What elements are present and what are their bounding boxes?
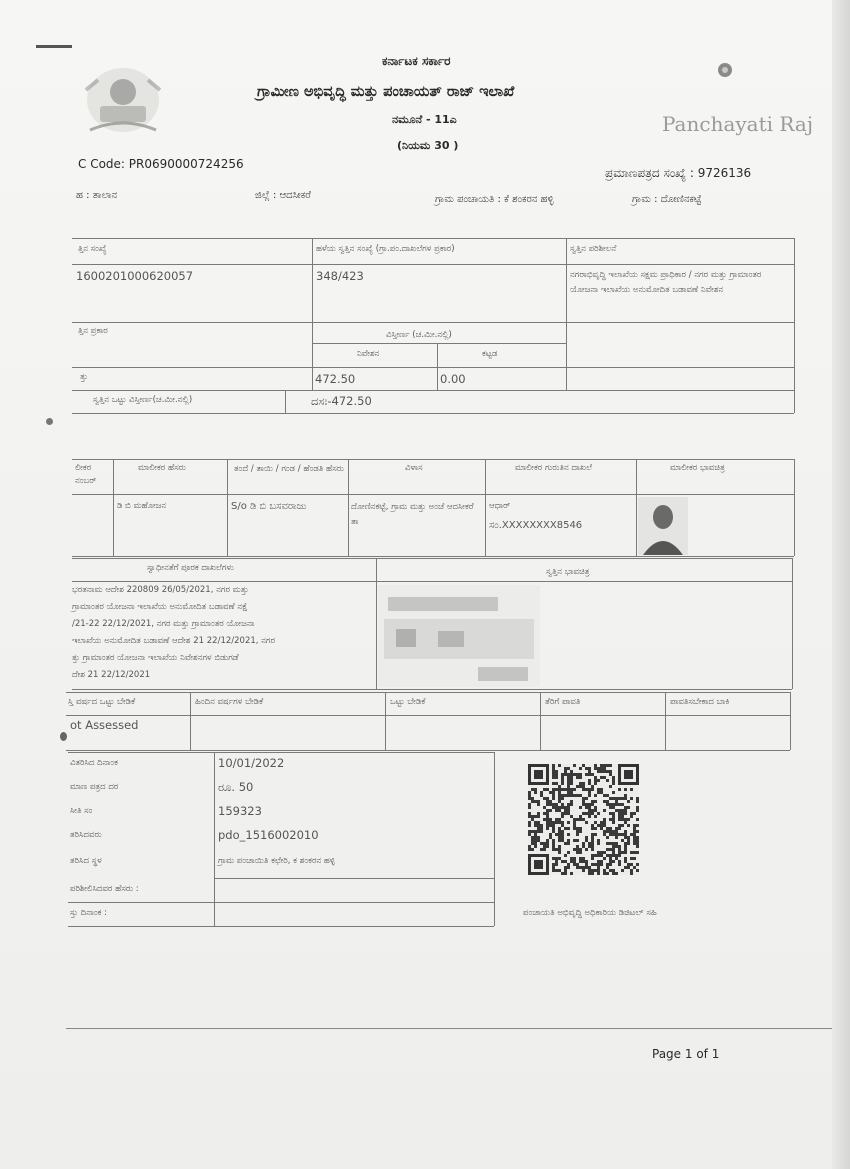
tax-header-previous: ಹಿಂದಿನ ವರ್ಷಗಳ ಬೇಡಿಕೆ <box>195 697 264 707</box>
property-type-header: ತ್ತಿನ ಪ್ರಕಾರ <box>78 326 108 336</box>
sign-date-label: ಸ್ತು ದಿನಾಂಕ : <box>70 908 108 918</box>
footer-divider <box>66 1028 832 1029</box>
form-number: ನಮೂನೆ - 11ಎ <box>392 113 457 126</box>
area-header: ವಿಸ್ತೀರ್ಣ (ಚ.ಮೀ.ನಲ್ಲಿ) <box>386 330 452 340</box>
certificate-number: ಪ್ರಮಾಣಪತ್ರದ ಸಂಖ್ಯೆ : 9726136 <box>605 166 752 180</box>
scan-dash-mark <box>36 45 72 48</box>
site-area-value: 472.50 <box>315 372 356 386</box>
property-number-header: ತ್ತಿನ ಸಂಖ್ಯೆ <box>78 244 107 254</box>
document-line-2: ಗ್ರಾಮಾಂತರ ಯೋಜನಾ ಇಲಾಖೆಯ ಅನುಮೋದಿತ ಬಡಾವಣೆ ನಕ್ಷೆ <box>72 602 248 612</box>
place-label: ತರಿಸಿದ ಸ್ಥಳ <box>70 856 102 866</box>
document-line-6: ದೇಶ 21 22/12/2021 <box>72 670 151 680</box>
property-number-value: 1600201000620057 <box>76 269 194 283</box>
checked-by-label: ಪರಿಶೀಲಿಸಿದವರ ಹೆಸರು : <box>70 884 139 894</box>
property-photo <box>378 585 540 687</box>
document-line-1: ಭರತನಾಮ ಆದೇಶ 220809 26/05/2021, ನಗರ ಮತ್ತು <box>72 585 249 595</box>
owner-photo-header: ಮಾಲೀಕರ ಭಾವಚಿತ್ರ <box>670 463 725 473</box>
tax-assessed-value: ot Assessed <box>70 718 139 732</box>
karnataka-emblem-icon <box>78 60 168 142</box>
gram-panchayat-label: ಗ್ರಾಮ ಪಂಚಾಯತಿ : ಕೆ ಶಂಕರನ ಹಳ್ಳಿ <box>435 194 554 205</box>
id-type-value: ಆಧಾರ್ <box>489 501 511 511</box>
site-header: ನಿವೇಶನ <box>357 349 380 359</box>
building-area-value: 0.00 <box>440 372 466 386</box>
document-line-5: ತ್ತು ಗ್ರಾಮಾಂತರ ಯೋಜನಾ ಇಲಾಖೆಯ ನಿವೇಶನಗಳ ಬಿಡುಗಡೆ <box>72 653 239 663</box>
brand-text: Panchayati Raj <box>662 112 814 136</box>
fee-label: ಮಾಣ ಪತ್ರದ ದರ <box>70 782 119 792</box>
relation-value: S/o ಡಿ ಬಿ ಬಸವರಾಜು <box>231 501 307 512</box>
issuer-value: pdo_1516002010 <box>218 828 319 842</box>
tax-header-total: ಒಟ್ಟು ಬೇಡಿಕೆ <box>390 697 426 707</box>
approval-header: ಸ್ವತ್ತಿನ ಪರಿಶೀಲನೆ <box>570 244 617 254</box>
approval-value: ನಗರಾಭಿವೃದ್ಧಿ ಇಲಾಖೆಯ ಸಕ್ಷಮ ಪ್ರಾಧಿಕಾರ / ನಗರ ಮತ್ತು ಗ್ರಾಮಾಂತರ ಯೋಜನಾ ಇಲಾಖೆಯ ಅನುಮೋದಿತ ಬಡಾವಣೆ ನಿವೇಶನ <box>570 270 762 295</box>
owner-photo <box>638 497 688 555</box>
old-number-value: 348/423 <box>316 269 364 283</box>
fee-value: ರೂ. 50 <box>218 780 254 794</box>
issue-date-value: 10/01/2022 <box>218 756 285 770</box>
tax-header-balance: ಪಾವತಿಸಬೇಕಾದ ಬಾಕಿ <box>670 697 730 707</box>
owner-name-header: ಮಾಲೀಕರ ಹೆಸರು <box>138 463 186 473</box>
address-header: ವಿಳಾಸ <box>405 463 423 473</box>
document-line-3: /21-22 22/12/2021, ನಗರ ಮತ್ತು ಗ್ರಾಮಾಂತರ ಯೋಜನಾ <box>72 619 255 629</box>
relation-header: ತಂದೆ / ತಾಯಿ / ಗಂಡ / ಹೆಂಡತಿ ಹೆಸರು <box>234 464 344 474</box>
document-line-4: ಇಲಾಖೆಯ ಅನುಮೋದಿತ ಬಡಾವಣೆ ಆದೇಶ 21 22/12/2021, ನಗರ <box>72 636 275 646</box>
property-photo-header: ಸ್ವತ್ತಿನ ಭಾವಚಿತ್ರ <box>546 567 590 577</box>
documents-header: ಸ್ವಾಧೀನತೆಗೆ ಪೂರಕ ದಾಖಲೆಗಳು <box>147 563 234 573</box>
receipt-value: 159323 <box>218 804 262 818</box>
old-number-header: ಹಳೆಯ ಸ್ವತ್ತಿನ ಸಂಖ್ಯೆ (ಗ್ರಾ.ಪಂ.ದಾಖಲೆಗಳ ಪ್ರಕಾರ) <box>316 244 455 254</box>
taluk-label: ಹ : ತಾಲಾನ <box>76 190 118 201</box>
village-label: ಗ್ರಾಮ : ದೋಣಿನಕಟ್ಟೆ <box>632 194 702 205</box>
id-number-value: ಸಂ.XXXXXXXX8546 <box>489 520 583 531</box>
issue-date-label: ವಿತರಿಸಿದ ದಿನಾಂಕ <box>70 758 118 768</box>
govt-title: ಕರ್ನಾಟಕ ಸರ್ಕಾರ <box>382 54 451 68</box>
panchayati-raj-logo-icon <box>712 58 742 84</box>
address-value: ದೋಣಿನಕಟ್ಟೆ, ಗ್ರಾಮ ಮತ್ತು ಅಂಚೆ ಆದಸೀಕರೆ ತಾ <box>351 502 474 527</box>
qr-code-label: C Code: PR0690000724256 <box>78 157 244 171</box>
owner-name-value: ಡಿ ಬಿ ಮಹೋಜನ <box>117 501 167 511</box>
digital-signature-note: ಪಂಚಾಯತಿ ಅಭಿವೃದ್ಧಿ ಅಧಿಕಾರಿಯ ಡಿಜಿಟಲ್ ಸಹಿ <box>523 908 657 918</box>
owner-sl-header: ಲೀಕರ ನಂಬರ್ <box>75 463 97 486</box>
punch-hole-mark <box>46 418 53 425</box>
id-header: ಮಾಲೀಕರ ಗುರುತಿನ ದಾಖಲೆ <box>515 463 592 473</box>
building-header: ಕಟ್ಟಡ <box>482 349 498 359</box>
qr-code <box>528 764 639 875</box>
rule-number: (ನಿಯಮ 30 ) <box>397 139 459 152</box>
total-area-value: ದಸಃ-472.50 <box>311 394 372 408</box>
property-type-value: ತ್ತು <box>80 372 88 382</box>
punch-hole-mark <box>60 732 67 741</box>
issuer-label: ತರಿಸಿದವರು <box>70 830 102 840</box>
total-area-label: ಸ್ವತ್ತಿನ ಒಟ್ಟು ವಿಸ್ತೀರ್ಣ(ಚ.ಮೀ.ನಲ್ಲಿ) <box>93 395 193 405</box>
page-number: Page 1 of 1 <box>652 1047 720 1061</box>
tax-header-paid: ತೆರಿಗೆ ಪಾವತಿ <box>545 697 581 707</box>
scan-edge-shadow <box>832 0 850 1169</box>
tax-header-current: ಸ್ತಿ ವರ್ಷದ ಒಟ್ಟು ಬೇಡಿಕೆ <box>68 697 136 707</box>
department-title: ಗ್ರಾಮೀಣ ಅಭಿವೃದ್ಧಿ ಮತ್ತು ಪಂಚಾಯತ್ ರಾಜ್ ಇಲಾಖೆ <box>257 84 515 100</box>
receipt-label: ಸೀತಿ ಸಂ <box>70 806 93 816</box>
district-label: ಜಿಲ್ಲೆ : ಆದಸೀಕರೆ <box>255 190 311 201</box>
place-value: ಗ್ರಾಮ ಪಂಚಾಯಿತಿ ಕಛೇರಿ, ಕ ಶಂಕರನ ಹಳ್ಳಿ <box>218 856 335 866</box>
